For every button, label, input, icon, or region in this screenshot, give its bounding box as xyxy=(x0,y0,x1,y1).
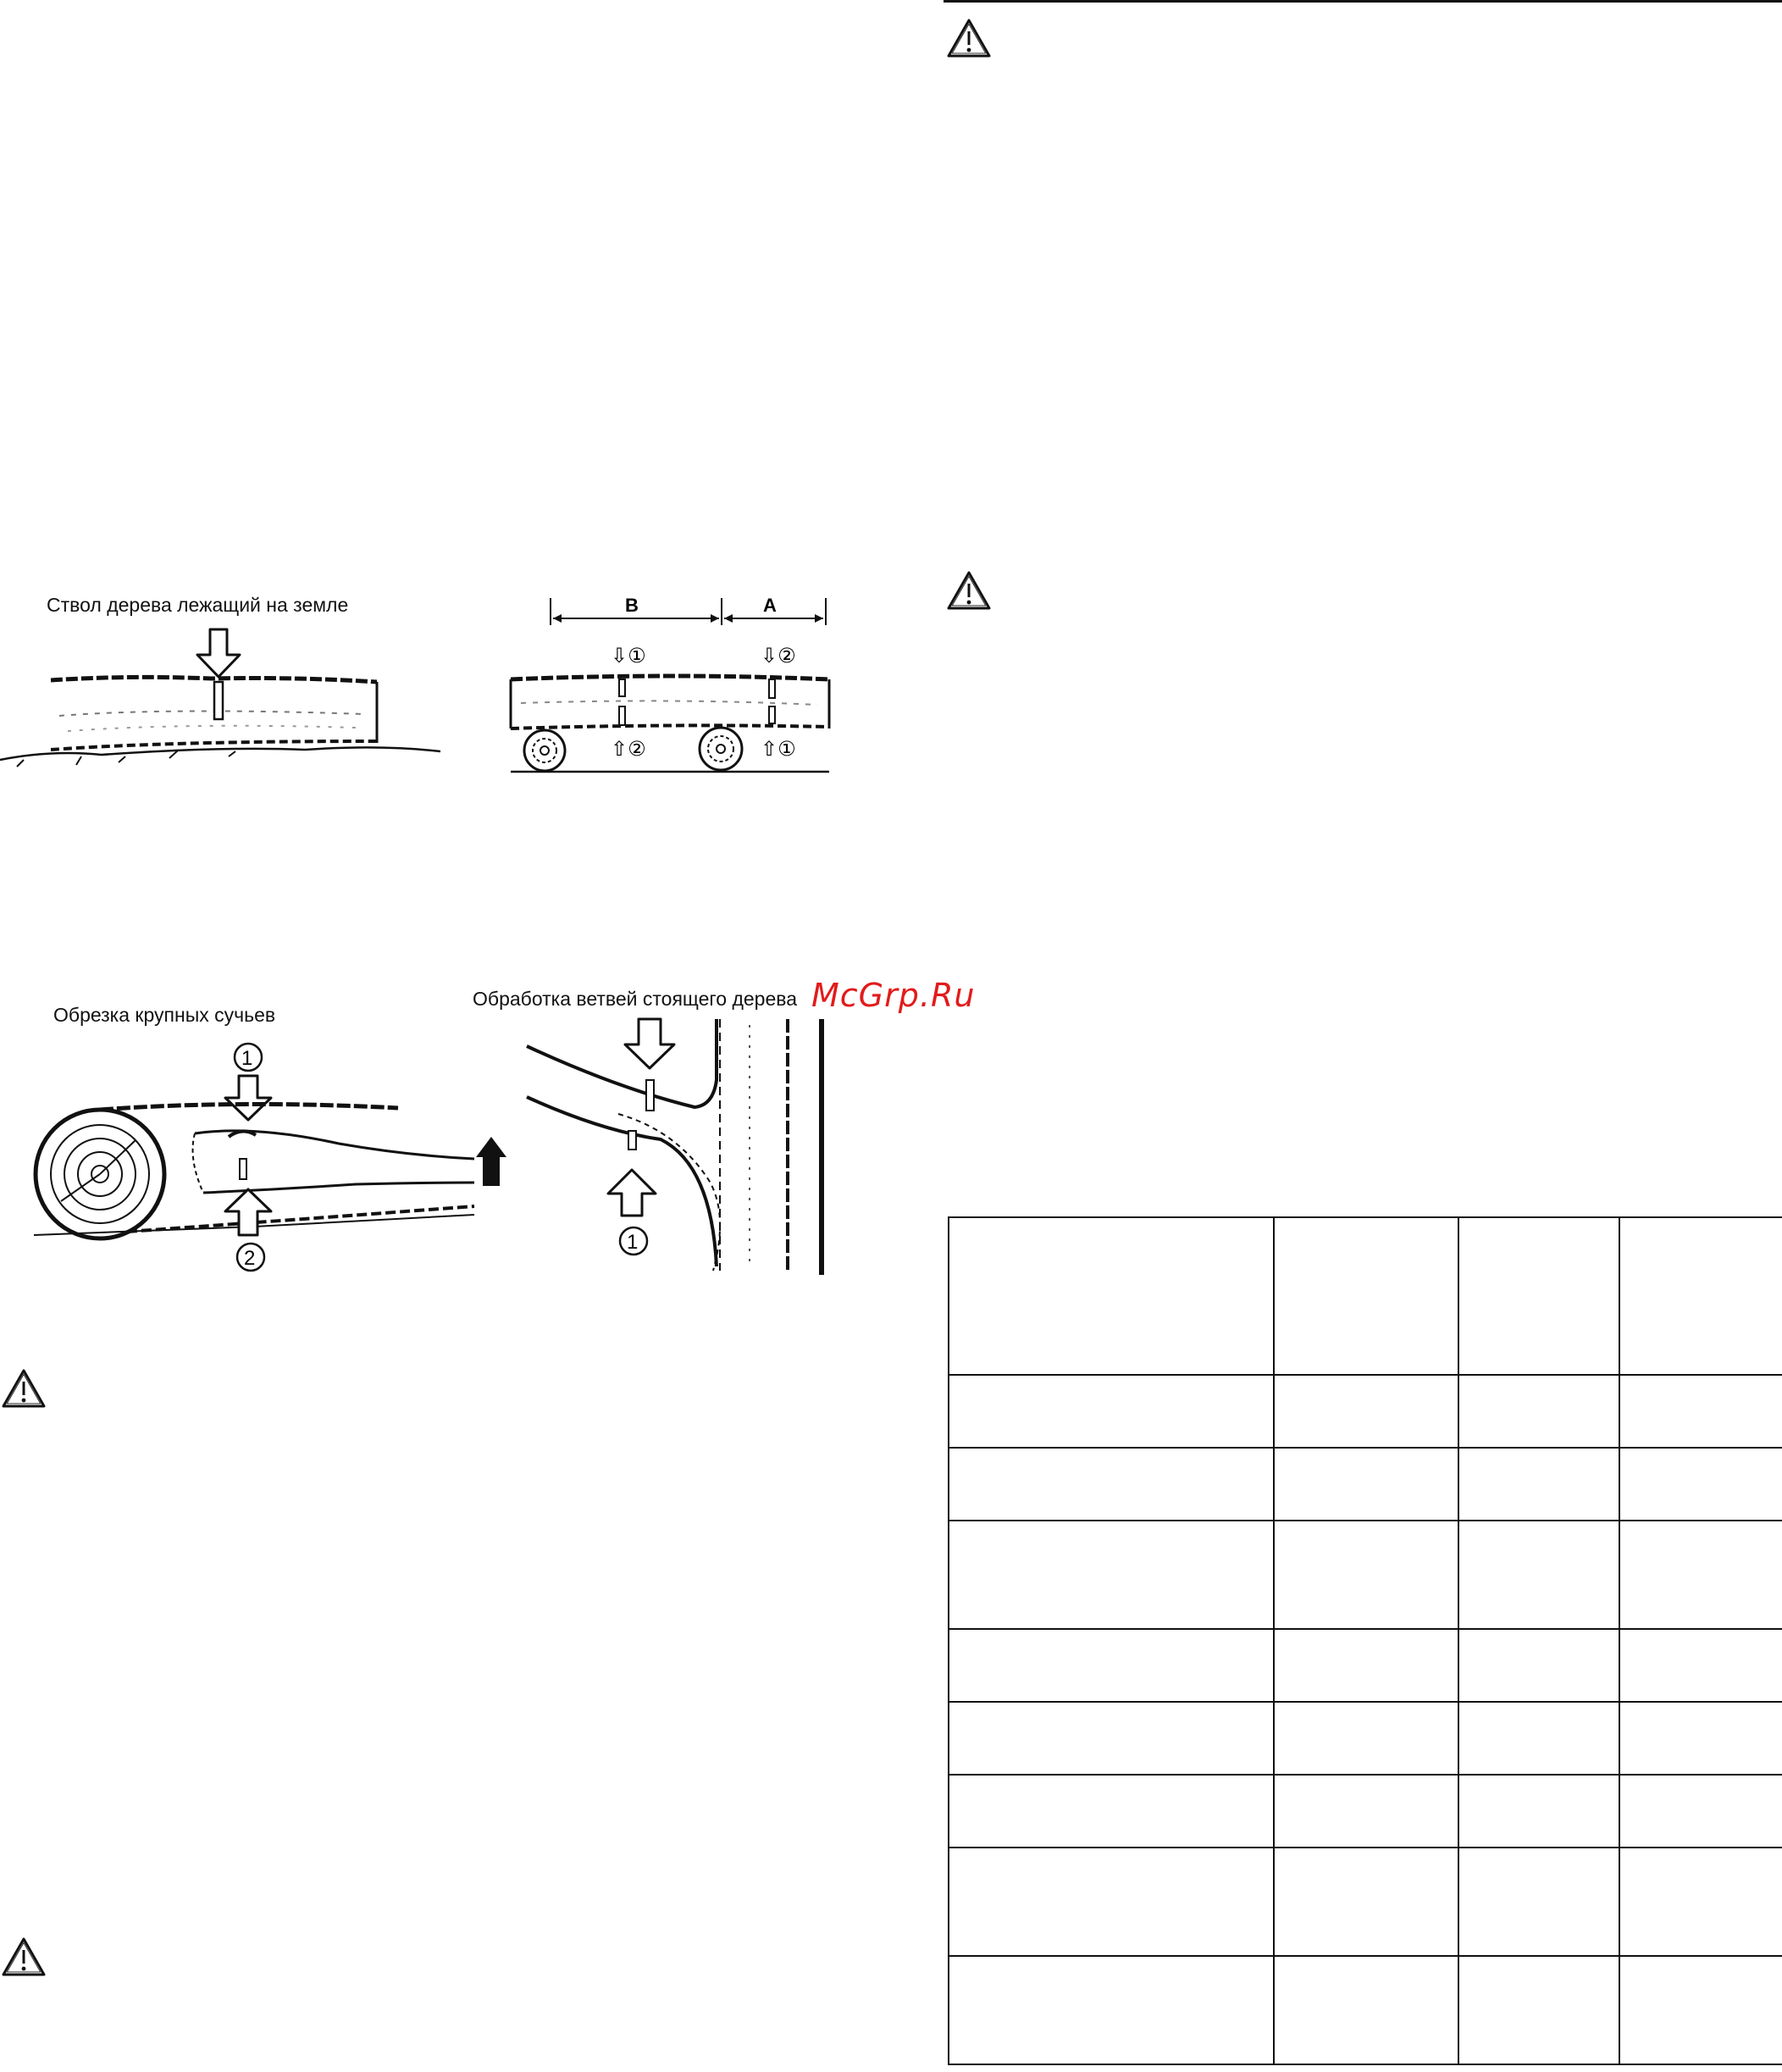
warning-triangle-icon xyxy=(1,1367,47,1410)
column-top-rule xyxy=(944,0,1782,3)
table-row xyxy=(949,1848,1782,1956)
figure-caption-large-limbs: Обрезка крупных сучьев xyxy=(53,1004,276,1026)
table-cell xyxy=(1619,1848,1782,1956)
table-row xyxy=(949,1375,1782,1448)
table-cell xyxy=(949,1775,1274,1848)
table-cell xyxy=(949,1848,1274,1956)
figure-caption-ground-log: Ствол дерева лежащий на земле xyxy=(47,594,349,616)
table-cell xyxy=(949,1702,1274,1775)
table-cell xyxy=(1458,1629,1619,1702)
table-cell xyxy=(1619,1775,1782,1848)
table-cell xyxy=(1619,1521,1782,1629)
table-cell xyxy=(1619,1702,1782,1775)
cut-marker-top-1: ⇩① xyxy=(611,644,646,668)
table-cell xyxy=(1274,1521,1458,1629)
table-cell xyxy=(1458,1217,1619,1375)
table-cell xyxy=(1619,1956,1782,2064)
warning-triangle-icon xyxy=(946,569,992,612)
table-row xyxy=(949,1956,1782,2064)
table-cell xyxy=(949,1521,1274,1629)
ground-log-illustration xyxy=(0,623,449,779)
table-cell xyxy=(949,1956,1274,2064)
warning-triangle-icon xyxy=(946,17,992,59)
large-limbs-illustration xyxy=(0,1032,517,1277)
table-cell xyxy=(1274,1375,1458,1448)
table-cell xyxy=(1274,1848,1458,1956)
table-cell xyxy=(1458,1848,1619,1956)
table-cell xyxy=(949,1375,1274,1448)
watermark-text: McGrp.Ru xyxy=(811,977,976,1014)
table-cell xyxy=(1274,1956,1458,2064)
limb-cut-marker-1: 1 xyxy=(241,1047,253,1070)
cut-marker-bottom-1: ⇧① xyxy=(761,737,796,761)
table-row xyxy=(949,1629,1782,1702)
warning-triangle-icon xyxy=(1,1936,47,1978)
table-cell xyxy=(1274,1448,1458,1521)
table-cell xyxy=(1619,1629,1782,1702)
branch-cut-marker-1: 1 xyxy=(627,1231,639,1254)
table-cell xyxy=(1619,1448,1782,1521)
table-cell xyxy=(1458,1448,1619,1521)
cut-marker-top-2: ⇩② xyxy=(761,644,796,668)
table-row xyxy=(949,1775,1782,1848)
table-cell xyxy=(1458,1702,1619,1775)
cut-marker-bottom-2: ⇧② xyxy=(611,737,646,761)
table-cell xyxy=(1274,1629,1458,1702)
table-cell xyxy=(1619,1375,1782,1448)
dimension-label-a: A xyxy=(763,595,777,616)
figure-caption-standing-tree: Обработка ветвей стоящего дерева xyxy=(473,988,797,1010)
table-cell xyxy=(1458,1375,1619,1448)
table-cell xyxy=(949,1448,1274,1521)
table-row xyxy=(949,1448,1782,1521)
table-cell xyxy=(1458,1956,1619,2064)
table-cell xyxy=(1274,1217,1458,1375)
table-cell xyxy=(1619,1217,1782,1375)
spec-table xyxy=(948,1216,1782,2065)
table-cell xyxy=(1458,1775,1619,1848)
dimension-label-b: B xyxy=(625,595,639,616)
table-cell xyxy=(1274,1775,1458,1848)
table-cell xyxy=(1458,1521,1619,1629)
table-row xyxy=(949,1521,1782,1629)
table-cell xyxy=(1274,1702,1458,1775)
table-cell xyxy=(949,1217,1274,1375)
supported-log-illustration xyxy=(504,591,843,778)
table-cell xyxy=(949,1629,1274,1702)
table-row xyxy=(949,1217,1782,1375)
limb-cut-marker-2: 2 xyxy=(244,1247,256,1270)
table-row xyxy=(949,1702,1782,1775)
standing-tree-illustration xyxy=(517,1012,830,1283)
